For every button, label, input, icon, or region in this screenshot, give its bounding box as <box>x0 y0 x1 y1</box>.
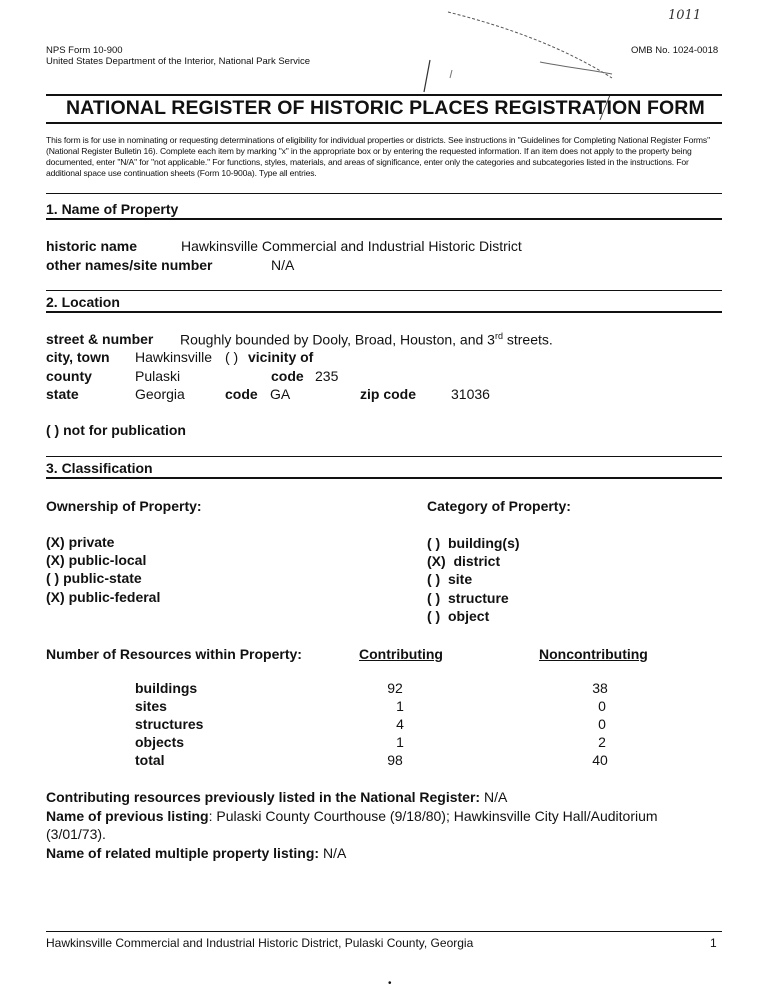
county-code-value: 235 <box>315 368 339 384</box>
checkbox-mark: (X) <box>427 553 446 569</box>
county-label: county <box>46 368 92 384</box>
category-label: site <box>448 571 473 587</box>
contributing-count: 98 <box>387 752 403 768</box>
ownership-item <box>46 534 114 550</box>
contributing-count: 92 <box>387 680 403 696</box>
previous-listing-label: Name of previous listing <box>46 808 209 824</box>
city-label: city, town <box>46 349 110 365</box>
category-label: building(s) <box>448 535 520 551</box>
section-2-heading: 2. Location <box>46 294 120 310</box>
noncontributing-count: 0 <box>598 716 606 732</box>
checkbox-mark: ( ) <box>427 571 441 587</box>
previous-listing-value: : Pulaski County Courthouse (9/18/80); Hawkinsville City Hall/Auditorium <box>208 808 658 824</box>
contributing-count: 1 <box>396 734 404 750</box>
checkbox-mark: ( ) <box>427 535 441 551</box>
category-heading: Category of Property: <box>427 498 571 514</box>
section-3-heading: 3. Classification <box>46 460 153 476</box>
noncontributing-count: 40 <box>592 752 608 768</box>
section-rule <box>46 311 722 313</box>
resource-label: structures <box>135 716 204 732</box>
ownership-label: private <box>68 534 115 550</box>
other-names-label: other names/site number <box>46 257 213 273</box>
historic-name-label: historic name <box>46 238 138 254</box>
category-label: district <box>453 553 501 569</box>
section-1-heading: 1. Name of Property <box>46 201 179 217</box>
section-rule <box>46 218 722 220</box>
vicinity-marker: ( ) <box>225 349 239 365</box>
checkbox-mark: ( ) <box>46 570 60 586</box>
zip-value: 31036 <box>451 386 490 402</box>
col-contributing: Contributing <box>359 646 443 662</box>
page-title: NATIONAL REGISTER OF HISTORIC PLACES REGISTRATION FORM <box>66 97 705 119</box>
scan-dot: • <box>388 978 392 989</box>
col-noncontributing: Noncontributing <box>539 646 648 662</box>
not-for-publication: ( ) not for publication <box>46 422 186 438</box>
pen-stroke <box>450 70 452 78</box>
category-item <box>427 608 489 624</box>
related-listing-value: N/A <box>322 845 347 861</box>
pen-stroke <box>424 60 430 92</box>
previously-listed <box>46 789 507 805</box>
resource-label: buildings <box>135 680 198 696</box>
checkbox-mark: (X) <box>46 534 65 550</box>
other-names-value: N/A <box>271 257 295 273</box>
ownership-label: public-local <box>68 552 147 568</box>
footer-text: Hawkinsville Commercial and Industrial Historic District, Pulaski County, Georgia <box>46 936 474 950</box>
section-rule <box>46 477 722 479</box>
footer-rule <box>46 931 722 932</box>
state-code-value: GA <box>270 386 291 402</box>
omb-number: OMB No. 1024-0018 <box>631 45 719 56</box>
page-number: 1 <box>710 936 717 950</box>
category-item <box>427 571 472 587</box>
previously-listed-value: N/A <box>483 789 508 805</box>
vicinity-label: vicinity of <box>248 349 314 365</box>
category-item <box>427 553 500 569</box>
street-value-sup: rd <box>494 331 503 341</box>
checkbox-mark: ( ) <box>427 590 441 606</box>
county-value: Pulaski <box>135 368 181 384</box>
category-item <box>427 590 509 606</box>
street-value-main: Roughly bounded by Dooly, Broad, Houston, and 3 <box>180 331 495 348</box>
zip-label: zip code <box>360 386 417 402</box>
previous-listing <box>46 808 658 824</box>
pen-stroke <box>540 62 612 74</box>
category-item <box>427 535 520 551</box>
ownership-label: public-federal <box>68 589 161 605</box>
street-value-end: streets. <box>502 331 553 348</box>
noncontributing-count: 38 <box>592 680 608 696</box>
noncontributing-count: 0 <box>598 698 606 714</box>
resource-label: sites <box>135 698 167 714</box>
street-value <box>180 331 553 348</box>
previously-listed-label: Contributing resources previously listed in the National Register: <box>46 789 481 805</box>
ownership-item <box>46 570 142 586</box>
category-label: object <box>448 608 490 624</box>
contributing-count: 1 <box>396 698 404 714</box>
resources-heading: Number of Resources within Property: <box>46 646 302 662</box>
previous-listing-continued: (3/01/73). <box>46 826 106 842</box>
related-listing-label: Name of related multiple property listing: <box>46 845 320 861</box>
intro-instructions: This form is for use in nominating or requesting determinations of eligibility for individual properties or districts. See instructions in "Guidelines for Completing National Register Forms" (National Register Bulletin 16). Complete each item by marking "x" in the appropriate box or by entering the requested information. If an item does not apply to the property being documented, enter "N/A" for "not applicable." For functions, styles, materials, and areas of significance, enter only the categories and subcategories listed in the instructions. For additional space use continuation sheets (Form 10-900a). Type all entries. <box>46 135 710 178</box>
ownership-item <box>46 589 160 605</box>
related-listing <box>46 845 346 861</box>
title-rule-top <box>46 94 722 96</box>
title-rule-bottom <box>46 122 722 124</box>
checkbox-mark: (X) <box>46 589 65 605</box>
department: United States Department of the Interior, National Park Service <box>46 56 311 67</box>
form-number: NPS Form 10-900 <box>46 45 123 56</box>
state-code-label: code <box>225 386 258 402</box>
ownership-item <box>46 552 146 568</box>
city-value: Hawkinsville <box>135 349 213 365</box>
contributing-count: 4 <box>396 716 404 732</box>
state-value: Georgia <box>135 386 185 402</box>
noncontributing-count: 2 <box>598 734 606 750</box>
resource-label: objects <box>135 734 185 750</box>
state-label: state <box>46 386 79 402</box>
historic-name-value: Hawkinsville Commercial and Industrial Historic District <box>181 238 522 254</box>
section-rule <box>46 290 722 291</box>
category-label: structure <box>448 590 509 606</box>
county-code-label: code <box>271 368 304 384</box>
section-rule <box>46 456 722 457</box>
street-label: street & number <box>46 331 154 347</box>
ownership-label: public-state <box>63 570 142 586</box>
checkbox-mark: ( ) <box>427 608 441 624</box>
resource-label: total <box>135 752 165 768</box>
handwritten-mark: 1011 <box>668 8 702 23</box>
checkbox-mark: (X) <box>46 552 65 568</box>
pen-stroke <box>448 12 612 78</box>
ownership-heading: Ownership of Property: <box>46 498 202 514</box>
section-rule <box>46 193 722 194</box>
